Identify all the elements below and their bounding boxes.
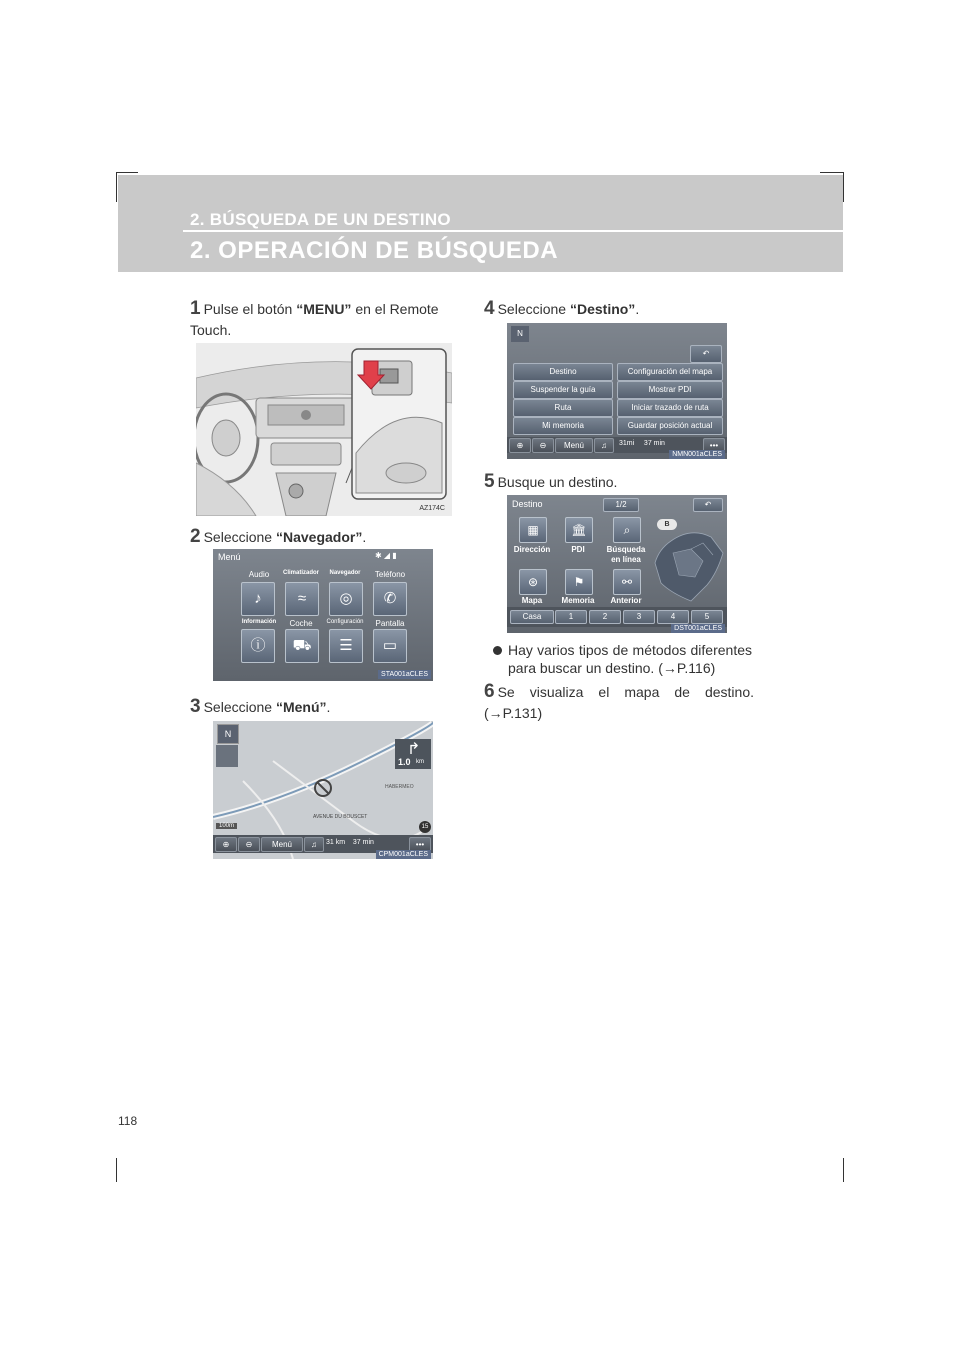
figure-destination-search bbox=[507, 495, 727, 633]
start-route-trace-button[interactable]: Iniciar trazado de ruta bbox=[617, 399, 723, 417]
more-button[interactable]: ••• bbox=[703, 438, 725, 453]
poi-icon[interactable]: 🏛 bbox=[565, 517, 593, 543]
destino-button[interactable]: Destino bbox=[513, 363, 613, 381]
back-button[interactable]: ↶ bbox=[690, 345, 722, 363]
tile-label-busqueda: Búsqueda en línea bbox=[606, 545, 646, 564]
zoom-out-button[interactable]: ⊖ bbox=[238, 837, 260, 852]
menu-label-coche: Coche bbox=[289, 619, 313, 628]
tile-label-memoria: Memoria bbox=[561, 596, 595, 605]
car-interior-illustration bbox=[196, 343, 452, 516]
compass-icon[interactable]: N bbox=[217, 724, 239, 744]
next-turn-panel bbox=[395, 739, 431, 769]
route-summary bbox=[619, 440, 665, 447]
figure-code: CPM001aCLES bbox=[376, 850, 431, 859]
step-3: 3 Seleccione “Menú”. bbox=[190, 696, 331, 717]
preset-3-button[interactable]: 3 bbox=[623, 610, 655, 624]
car-icon[interactable]: ⛟ bbox=[285, 629, 319, 663]
place-name: HABERMEO bbox=[385, 784, 414, 790]
tile-label-pdi: PDI bbox=[571, 545, 585, 554]
online-badge: B bbox=[657, 519, 677, 530]
distance-total: 31 bbox=[326, 839, 334, 846]
step-5: 5 Busque un destino. bbox=[484, 471, 618, 492]
route-badge: 15 bbox=[419, 821, 431, 833]
page-indicator[interactable]: 1/2 bbox=[603, 498, 639, 512]
route-summary bbox=[326, 839, 374, 846]
menu-label-climatizador: Climatizador bbox=[282, 570, 319, 576]
save-position-button[interactable]: Guardar posición actual bbox=[617, 417, 723, 435]
phone-icon[interactable]: ✆ bbox=[373, 582, 407, 616]
tile-label-direccion: Dirección bbox=[513, 545, 551, 554]
step-6: 6 Se visualiza el mapa de destino. (→P.131) bbox=[484, 681, 754, 721]
ruta-button[interactable]: Ruta bbox=[513, 399, 613, 417]
menu-label-configuracion: Configuración bbox=[326, 619, 364, 625]
map-config-button[interactable]: Configuración del mapa bbox=[617, 363, 723, 381]
step-1: 1 Pulse el botón “MENU” en el Remote Touch. bbox=[190, 298, 439, 338]
figure-main-menu bbox=[213, 549, 433, 681]
distance-unit: km bbox=[335, 839, 346, 846]
info-icon[interactable]: ⓘ bbox=[241, 629, 275, 663]
zoom-in-button[interactable]: ⊕ bbox=[509, 438, 531, 453]
page-number: 118 bbox=[118, 1114, 138, 1128]
menu-button[interactable]: Menú bbox=[555, 438, 593, 453]
preset-5-button[interactable]: 5 bbox=[691, 610, 723, 624]
suspend-guide-button[interactable]: Suspender la guía bbox=[513, 381, 613, 399]
figure-code: AZ174C bbox=[419, 505, 445, 512]
back-button[interactable]: ↶ bbox=[693, 498, 723, 512]
time-unit: min bbox=[653, 440, 665, 447]
menu-screen-title: Menú bbox=[218, 552, 241, 562]
online-search-icon[interactable]: ⌕ bbox=[613, 517, 641, 543]
destination-title: Destino bbox=[512, 499, 543, 509]
status-icons: ✱ ◢ ▮ bbox=[375, 551, 397, 560]
display-icon[interactable]: ▭ bbox=[373, 629, 407, 663]
menu-label-telefono: Teléfono bbox=[374, 570, 406, 579]
preset-1-button[interactable]: 1 bbox=[555, 610, 587, 624]
crop-mark bbox=[820, 172, 844, 173]
step-4: 4 Seleccione “Destino”. bbox=[484, 298, 640, 319]
time-remaining: 37 bbox=[352, 839, 361, 846]
map-info-panel bbox=[216, 745, 238, 767]
crop-mark bbox=[116, 1158, 117, 1182]
settings-icon[interactable]: ☰ bbox=[329, 629, 363, 663]
turn-distance-unit: km bbox=[416, 759, 424, 765]
figure-remote-touch bbox=[196, 343, 452, 516]
menu-label-informacion: Información bbox=[241, 619, 277, 625]
more-button[interactable]: ••• bbox=[409, 837, 431, 852]
distance-total: 31 bbox=[619, 440, 627, 447]
tile-label-mapa: Mapa bbox=[521, 596, 543, 605]
address-icon[interactable]: ▦ bbox=[519, 517, 547, 543]
memory-flag-icon[interactable]: ⚑ bbox=[565, 569, 593, 595]
preset-2-button[interactable]: 2 bbox=[589, 610, 621, 624]
menu-label-navegador: Navegador bbox=[329, 570, 361, 576]
my-memory-button[interactable]: Mi memoria bbox=[513, 417, 613, 435]
voice-button[interactable]: ♫ bbox=[594, 438, 614, 453]
navigation-icon[interactable]: ◎ bbox=[329, 582, 363, 616]
figure-map-screen bbox=[213, 721, 433, 859]
menu-button[interactable]: Menú bbox=[261, 837, 303, 852]
zoom-in-button[interactable]: ⊕ bbox=[215, 837, 237, 852]
voice-button[interactable]: ♫ bbox=[304, 837, 324, 852]
figure-code: STA001aCLES bbox=[378, 670, 431, 679]
europe-map-illustration bbox=[651, 523, 725, 603]
menu-label-pantalla: Pantalla bbox=[375, 619, 405, 628]
step-2: 2 Seleccione “Navegador”. bbox=[190, 526, 367, 547]
crop-mark bbox=[843, 172, 844, 202]
figure-code: NMN001aCLES bbox=[669, 450, 725, 459]
crop-mark bbox=[116, 172, 117, 202]
zoom-out-button[interactable]: ⊖ bbox=[532, 438, 554, 453]
previous-icon[interactable]: ⚯ bbox=[613, 569, 641, 595]
bullet-note: Hay varios tipos de métodos diferentes para buscar un destino. (→P.116) bbox=[508, 642, 752, 676]
menu-label-audio: Audio bbox=[248, 570, 270, 579]
turn-distance: 1.0 bbox=[398, 757, 411, 767]
time-remaining: 37 bbox=[643, 440, 652, 447]
header-divider bbox=[183, 230, 843, 232]
turn-arrow-icon: ↱ bbox=[407, 741, 421, 758]
map-scale: 100m bbox=[216, 823, 237, 829]
bullet-dot bbox=[493, 646, 502, 655]
map-icon[interactable]: ⊛ bbox=[519, 569, 547, 595]
crop-mark bbox=[116, 172, 138, 173]
figure-nav-menu bbox=[507, 323, 727, 459]
compass-icon: N bbox=[511, 326, 529, 342]
figure-code: DST001aCLES bbox=[671, 624, 725, 633]
preset-4-button[interactable]: 4 bbox=[657, 610, 689, 624]
distance-unit: mi bbox=[626, 440, 635, 447]
tile-label-anterior: Anterior bbox=[610, 596, 642, 605]
section-title: 2. BÚSQUEDA DE UN DESTINO bbox=[190, 210, 451, 229]
crop-mark bbox=[843, 1158, 844, 1182]
climate-icon[interactable]: ≈ bbox=[285, 582, 319, 616]
time-unit: min bbox=[362, 839, 374, 846]
music-note-icon[interactable]: ♪ bbox=[241, 582, 275, 616]
home-button[interactable]: Casa bbox=[510, 610, 554, 624]
street-name: AVENUE DU BOUSCET bbox=[313, 814, 368, 820]
show-poi-button[interactable]: Mostrar PDI bbox=[617, 381, 723, 399]
page-title: 2. OPERACIÓN DE BÚSQUEDA bbox=[190, 237, 559, 264]
